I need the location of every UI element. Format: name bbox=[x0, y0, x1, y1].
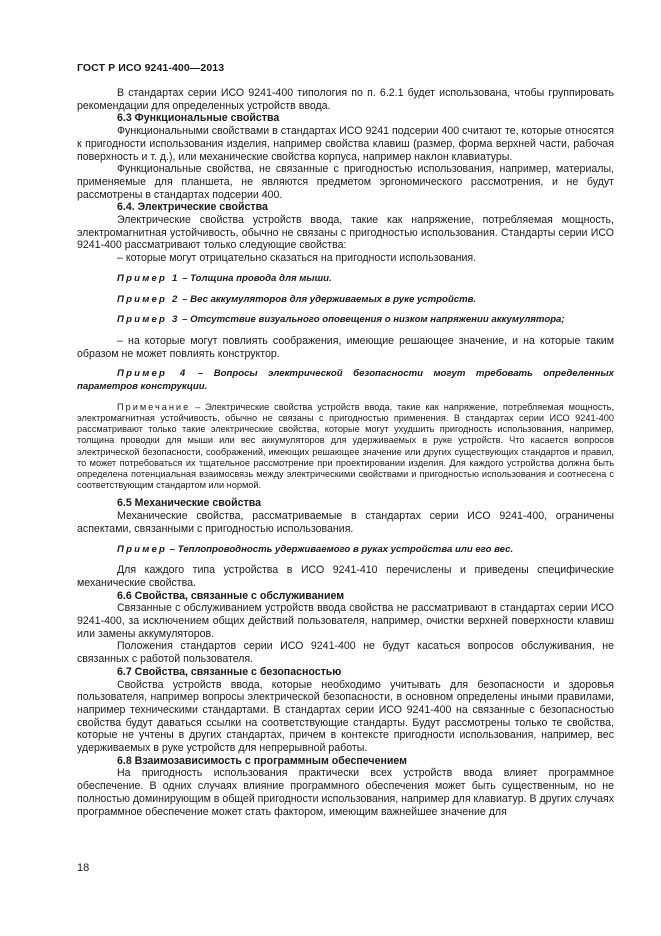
example-text: – Вес аккумуляторов для удерживаемых в руке устройств. bbox=[179, 293, 477, 305]
note bbox=[77, 402, 614, 492]
paragraph: Функциональными свойствами в стандартах ИСО 9241 подсерии 400 считают те, которые относятся к пригодности использования изделия, например свойства клавиш (размер, форма верхней части, рабочая поверхность и т. д.), или механические свойства корпуса, например наклон клавиатуры. bbox=[77, 125, 614, 163]
paragraph: На пригодность использования практически всех устройств ввода влияет программное обеспечение. В одних случаях влияние программного обеспечения может быть существенным, но не полностью доминирующим в общей пригодности использования, например для клавиатур. В других случаях программное обеспечение может стать фактором, имеющим важнейшее значение для bbox=[77, 767, 614, 818]
example-label: Пример 3 bbox=[117, 314, 180, 326]
example-label: Пример 2 bbox=[117, 293, 180, 305]
paragraph: Свойства устройств ввода, которые необходимо учитывать для безопасности и здоровья пользователя, например вопросы электрической безопасности, в основном определены иными правилами, например техническими стандартами. В стандартах серии ИСО 9241-400 на связанные с безопасностью свойства будут даваться ссылки на соответствующие стандарты. Будут рассмотрены только те свойства, которые не учтены в других стандартах, причем в контексте пригодности использования, например, вес удерживаемых в руке устройств для непрерывной работы. bbox=[77, 678, 614, 755]
section-heading: 6.4. Электрические свойства bbox=[117, 201, 268, 214]
paragraph: Для каждого типа устройства в ИСО 9241-410 перечислены и приведены специфические механические свойства. bbox=[77, 564, 614, 589]
page-number: 18 bbox=[77, 862, 90, 874]
paragraph: Связанные с обслуживанием устройств ввода свойства не рассматривают в стандартах серии ИСО 9241-400, за исключением общих действий пользователя, например, очистки верхней поверхности клавиш или замены аккумуляторов. bbox=[77, 602, 614, 640]
paragraph: Функциональные свойства, не связанные с пригодностью использования, например, материалы, применяемые для планшета, не являются предметом эргономического рассмотрения, и не будут рассмотрены в стандартах подсерии 400. bbox=[77, 163, 614, 201]
example bbox=[77, 314, 614, 327]
example bbox=[77, 544, 614, 557]
example-text: – Теплопроводность удерживаемого в руках устройства или его вес. bbox=[167, 543, 514, 555]
example-label: Пример 1 bbox=[117, 272, 180, 284]
paragraph: В стандартах серии ИСО 9241-400 типология по п. 6.2.1 будет использована, чтобы группировать рекомендации для определенных устройств ввода. bbox=[77, 87, 614, 112]
paragraph: Положения стандартов серии ИСО 9241-400 не будут касаться вопросов обслуживания, не связанных с работой пользователя. bbox=[77, 640, 614, 666]
example bbox=[77, 294, 614, 307]
list-item: – которые могут отрицательно сказаться на пригодности использования. bbox=[117, 252, 477, 265]
paragraph: Механические свойства, рассматриваемые в стандартах серии ИСО 9241-400, ограничены аспектами, связанными с пригодностью использования. bbox=[77, 510, 614, 535]
section-heading: 6.5 Механические свойства bbox=[117, 497, 261, 510]
example-text: – Вопросы электрической безопасности могут требовать определенных параметров конструкции. bbox=[77, 368, 614, 393]
example-label: Пример bbox=[117, 543, 168, 555]
example-label: Пример 4 bbox=[117, 368, 188, 380]
document-header: ГОСТ Р ИСО 9241-400—2013 bbox=[77, 62, 225, 74]
example-text: – Отсутствие визуального оповещения о низком напряжении аккумулятора; bbox=[179, 314, 565, 326]
example-text: – Толщина провода для мыши. bbox=[179, 272, 332, 284]
section-heading: 6.8 Взаимозависимость с программным обеспечением bbox=[117, 754, 407, 767]
section-heading: 6.3 Функциональные свойства bbox=[117, 112, 280, 125]
paragraph: Электрические свойства устройств ввода, такие как напряжение, потребляемая мощность, электромагнитная устойчивость, обычно не связаны с пригодностью использования. Стандарты серии ИСО 9241-400 рассматривают только следующие свойства: bbox=[77, 214, 614, 252]
example bbox=[77, 368, 614, 393]
list-item: – на которые могут повлиять соображения, имеющие решающее значение, и на которые таким образом не может повлиять конструктор. bbox=[77, 334, 614, 360]
example bbox=[77, 273, 614, 286]
section-heading: 6.7 Свойства, связанные с безопасностью bbox=[117, 665, 342, 678]
section-heading: 6.6 Свойства, связанные с обслуживанием bbox=[117, 589, 345, 602]
note-text: – Электрические свойства устройств ввода, такие как напряжение, потребляемая мощность, электромагнитная устойчивость, обычно не связаны с пригодностью применения. В стандартах серии ИСО 9241-400 рассматривают только такие электрические свойства, которые могут ухудшить пригодность использования, например, толщина проводки для мыши или вес аккумуляторов для удерживаемых в руке устройств. Что касается вопросов электрической безопасности, соображений, имеющих решающее значение или других существующих стандартов и правил, то может потребоваться их тщательное рассмотрение при проектировании изделия. Для каждого устройства должна быть определена потенциальная взаимосвязь между электрическими свойствами и пригодностью использования и соотнесена с соответствующим стандартом или нормой. bbox=[77, 401, 614, 491]
page-content bbox=[77, 87, 614, 818]
note-label: Примечание bbox=[117, 401, 191, 412]
